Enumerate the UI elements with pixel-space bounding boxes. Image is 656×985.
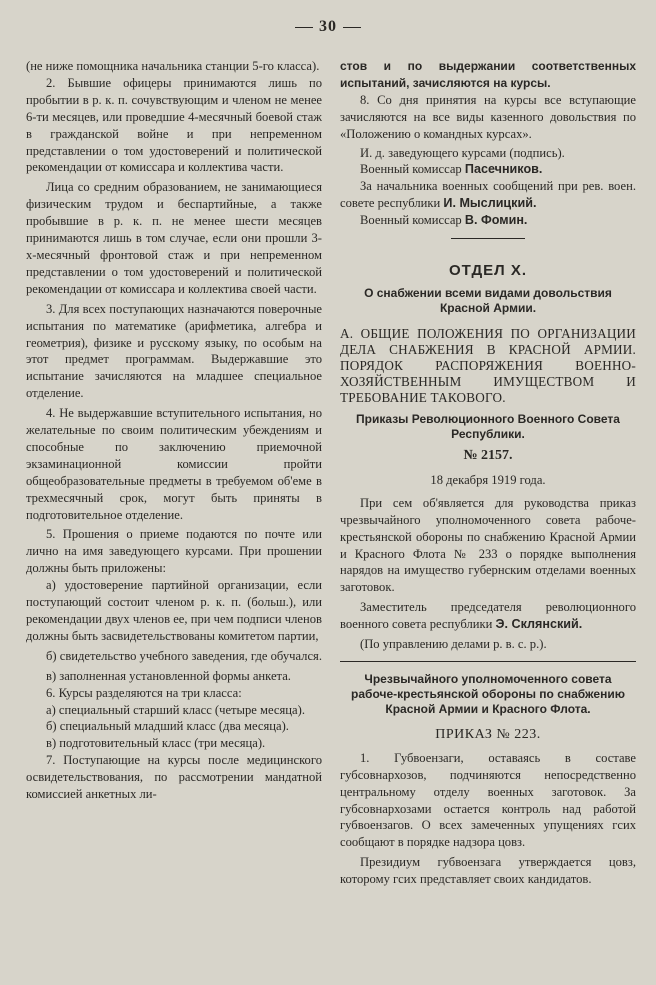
right-paragraph: 8. Со дня принятия на курсы все вступающие зачисляются на все виды казенного довольствия по «Положению о командных курсах». (340, 92, 636, 141)
page-number-dash-left (295, 27, 313, 28)
section-subtitle: О снабжении всеми видами довольствия Красной Армии. (364, 285, 612, 315)
left-column (26, 58, 322, 803)
order-divider (340, 661, 636, 662)
order-issuer: Чрезвычайного уполномоченного совета рабоче-крестьянской обороны по снабжению Красной Армии и Красного Флота. (351, 671, 625, 716)
page-number-dash-right (343, 27, 361, 28)
signature-text: За начальника военных сообщений при рев. воен. совете республики (340, 179, 636, 211)
signature-line (340, 145, 636, 162)
orders-heading: Приказы Революционного Военного Совета Республики. (356, 411, 620, 441)
signature-line (340, 161, 636, 178)
left-paragraph: 3. Для всех поступающих назначаются поверочные испытания по математике (арифметика, алгебра и геометрия), физике и русскому языку, по особым на этот предмет программам. Выдержавшие это испытание зачисляются на младшее специальное отделение. (26, 301, 322, 401)
left-paragraph: б) свидетельство учебного заведения, где обучался. (46, 648, 322, 663)
order-paragraph: 1. Губвоензаги, оставаясь в составе губсовнархозов, подчиняются непосредственно центральному отделу военных заготовок. За губсовнархозами остается контроль над работой губвоензагов. О всех замеченных упущениях гсих сообщают в порядке надзора цовз. (340, 750, 636, 850)
left-paragraph: 2. Бывшие офицеры принимаются лишь по пробытии в р. к. п. сочувствующим и членом не менее 6-ти месяцев, или проведшие 4-месячный боевой стаж в гражданской войне и при непременном представлении о том удостоверений и политической рекомендации от комиссара и коллектива части. (26, 75, 322, 175)
left-paragraph: б) специальный младший класс (два месяца). (46, 719, 289, 734)
order-title: ПРИКАЗ № 223. (435, 726, 541, 742)
section-separator (451, 238, 525, 239)
order-number: № 2157. (463, 447, 513, 463)
left-paragraph: в) заполненная установленной формы анкета. (46, 668, 291, 683)
left-paragraph: (не ниже помощника начальника станции 5-го класса). (26, 59, 320, 73)
signature-name: Пасечников. (464, 162, 543, 177)
left-paragraph: а) специальный старший класс (четыре месяца). (46, 702, 305, 717)
left-paragraph: 6. Курсы разделяются на три класса: (46, 685, 242, 700)
left-paragraph: а) удостоверение партийной организации, если поступающий состоит членом р. к. п. (больш.), или рекомендации двух членов ее, при чем подписи членов должны быть засвидетельствованы комитетом партии, (26, 578, 322, 643)
signature-name: В. Фомин. (464, 213, 528, 228)
left-paragraph: 5. Прошения о приеме подаются по почте или лично на имя заведующего курсами. При прошении должны быть приложены: (26, 527, 322, 576)
order-body: При сем об'является для руководства приказ чрезвычайного уполномоченного совета рабоче-крестьянской обороны по снабжению Красной Армии и Красного Флота № 233 о порядке выполнения нарядов на имущество губернским отделами военных заготовок. (340, 495, 636, 595)
signature-name: Э. Склянский. (495, 617, 583, 632)
section-heading-a: А. ОБЩИЕ ПОЛОЖЕНИЯ ПО ОРГАНИЗАЦИИ ДЕЛА СНАБЖЕНИЯ В КРАСНОЙ АРМИИ. ПОРЯДОК РАСПОРЯЖЕНИЯ ВОЕННО-ХОЗЯЙСТВЕННЫМ ИМУЩЕСТВОМ И ТРЕБОВАНИЕ ТАКОВОГО. (340, 325, 636, 405)
left-paragraph: 4. Не выдержавшие вступительного испытания, но желательные по своим политическим убеждениям и способные по заключению приемочной экзаминационной комиссии пройти общеобразовательные предметы в требуемом об'еме в трехмесячный срок, могут быть приняты в подготовительное отделение. (26, 406, 322, 522)
signature-line (340, 178, 636, 212)
order-note: (По управлению делами р. в. с. р.). (360, 637, 547, 652)
section-title: ОТДЕЛ X. (448, 262, 527, 280)
signature-line (340, 599, 636, 633)
signature-text: Военный комиссар (360, 213, 462, 228)
order-date: 18 декабря 1919 года. (430, 472, 546, 487)
signature-text: Заместитель председателя революционного военного совета республики (340, 600, 636, 632)
left-paragraph: в) подготовительный класс (три месяца). (46, 736, 266, 751)
page-number (0, 18, 656, 36)
order-paragraph: Президиум губвоензага утверждается цовз, которому гсих представляет своих кандидатов. (340, 855, 636, 887)
right-paragraph: стов и по выдержании соответственных испытаний, зачисляются на курсы. (340, 59, 636, 90)
signature-name: И. Мыслицкий. (443, 196, 537, 211)
signature-text: Военный комиссар (360, 162, 462, 177)
signature-line (340, 212, 636, 229)
page-number-text: 30 (319, 18, 337, 35)
right-column (340, 58, 636, 888)
left-paragraph: Лица со средним образованием, не занимающиеся физическим трудом и беспартийные, а также пробывшие в р. к. п. не менее шести месяцев принимаются лишь в том случае, если они прошли 3-х-месячный фронтовой стаж и при непременном представлении о том удостоверений и политической рекомендации от комиссара и коллектива своей части. (26, 180, 322, 296)
signature-text: И. д. заведующего курсами (подпись). (360, 145, 565, 160)
left-paragraph: 7. Поступающие на курсы после медицинского освидетельствования, по рассмотрении мандатной комиссией анкетных ли- (26, 753, 322, 802)
signature-block (340, 145, 636, 230)
